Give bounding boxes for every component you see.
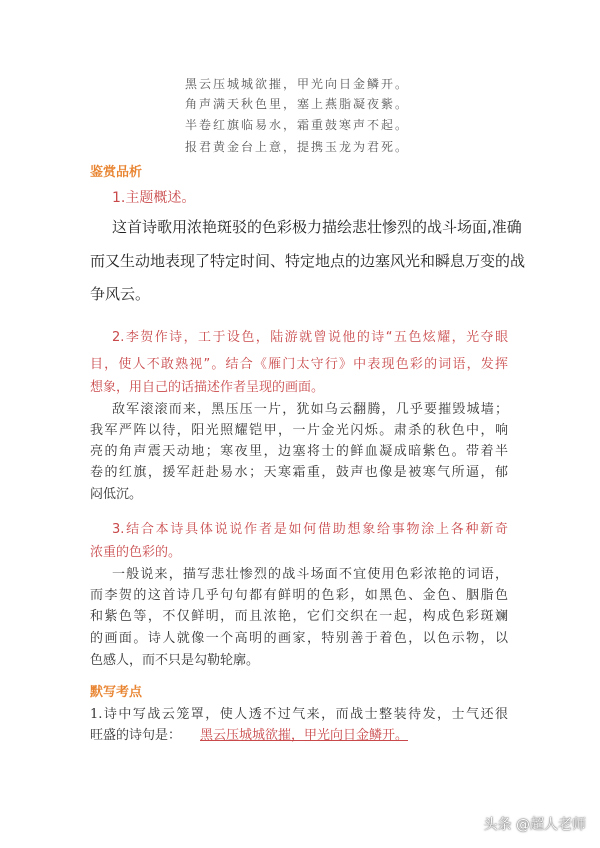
q2a-line: 我军严阵以待，阳光照耀铠甲，一片金光闪烁。肃杀的秋色中，响	[90, 423, 508, 438]
section-heading-appreciation: 鉴赏品析	[90, 165, 143, 180]
q3a-line: 的画面。诗人就像一个高明的画家，特别善于着色，以色示物，以	[90, 631, 508, 646]
q3-line: 3.结合本诗具体说说作者是如何借助想象给事物涂上各种新奇	[112, 522, 508, 537]
q3-line: 浓重的色彩的。	[90, 545, 182, 560]
q3a-line: 而李贺的这首诗几乎句句都有鲜明的色彩，如黑色、金色、胭脂色	[90, 588, 508, 603]
poem-line: 报君黄金台上意，提携玉龙为君死。	[185, 140, 407, 154]
q2-line: 想象，用自己的话描述作者呈现的画面。	[90, 380, 325, 395]
watermark: 头条 @超人老师	[483, 817, 586, 833]
q3a-line: 和紫色等，不仅鲜明，而且浓艳，它们交织在一起，构成色彩斑斓	[90, 609, 508, 624]
dictation-answer: 黑云压城城欲摧，甲光向日金鳞开。	[200, 728, 409, 743]
q1a-line: 这首诗歌用浓艳斑驳的色彩极力描绘悲壮惨烈的战斗场面,准确	[112, 218, 522, 236]
poem-line: 角声满天秋色里，塞上燕脂凝夜紫。	[185, 97, 407, 111]
q2a-line: 亮的角声震天动地；寒夜里，边塞将士的鲜血凝成暗紫色。带着半	[90, 444, 508, 459]
q2a-line: 闷低沉。	[90, 487, 143, 502]
poem-line: 半卷红旗临易水，霜重鼓寒声不起。	[185, 118, 407, 132]
fq-line: 1.诗中写战云笼罩，使人透不过气来，而战士整装待发，士气还很	[90, 707, 508, 722]
poem-line: 黑云压城城欲摧，甲光向日金鳞开。	[185, 77, 407, 91]
q2a-line: 敌军滚滚而来，黑压压一片，犹如乌云翻腾，几乎要摧毁城墙；	[112, 402, 508, 417]
q1a-line: 而又生动地表现了特定时间、特定地点的边塞风光和瞬息万变的战	[90, 252, 526, 270]
q3a-line: 一般说来，描写悲壮惨烈的战斗场面不宜使用色彩浓艳的词语，	[112, 567, 508, 582]
q1a-line: 争风云。	[90, 285, 151, 303]
q2-line: 2.李贺作诗，工于设色，陆游就曾说他的诗“五色炫耀，光夺眼	[112, 330, 508, 345]
q3a-line: 色感人，而不只是勾勒轮廓。	[90, 653, 260, 668]
section-heading-dictation: 默写考点	[90, 685, 143, 700]
q2a-line: 卷的红旗，援军赶赴易水；天寒霜重，鼓声也像是被寒气所逼，郁	[90, 465, 508, 480]
fq-line: 旺盛的诗句是：	[90, 728, 182, 743]
question-1: 1.主题概述。	[112, 190, 196, 206]
q2-line: 目，使人不敢熟视”。结合《雁门太守行》中表现色彩的词语，发挥	[90, 357, 508, 372]
